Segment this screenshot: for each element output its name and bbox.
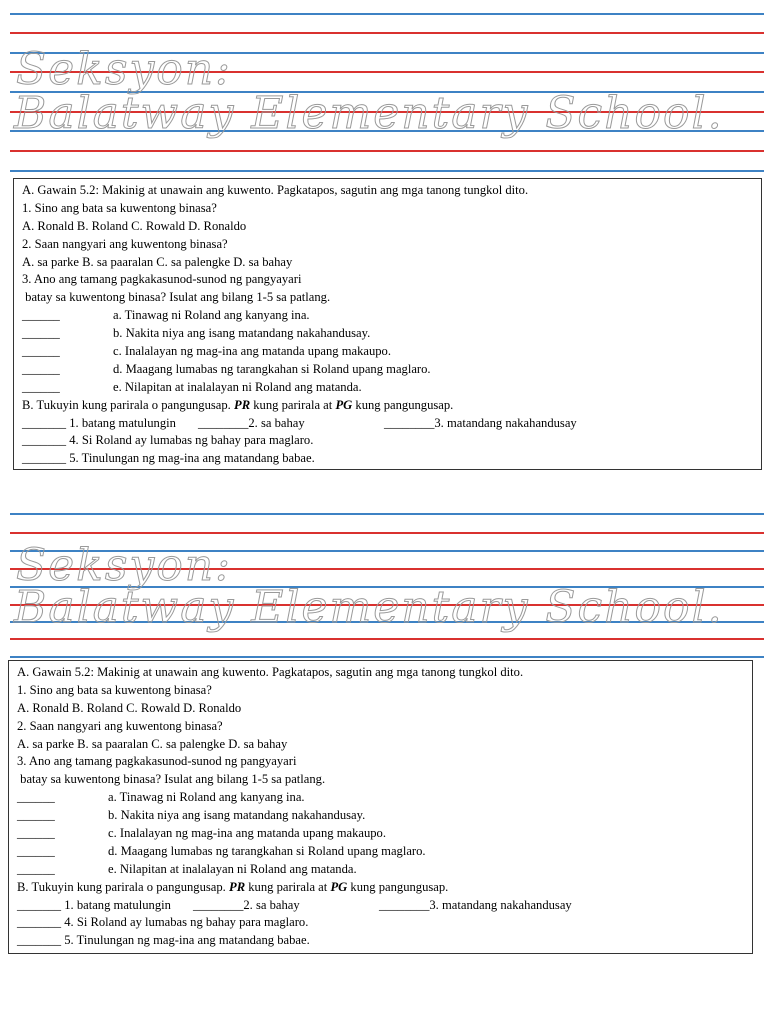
section-b-title-mid: kung parirala at [248, 879, 328, 894]
answer-blank[interactable]: ________ [193, 897, 244, 912]
sequence-item [22, 361, 753, 379]
answer-blank[interactable]: ______ [22, 326, 60, 341]
answer-blank[interactable]: ______ [17, 861, 55, 876]
question-3-line2-text: batay sa kuwentong binasa? Isulat ang bilang 1-5 sa patlang. [20, 772, 326, 787]
answer-blank[interactable]: ______ [22, 379, 60, 394]
answer-blank[interactable]: ________ [384, 415, 435, 430]
sequence-text: d. Maagang lumabas ng tarangkahan si Roland upang maglaro. [108, 843, 426, 858]
answer-blank[interactable]: _______ [17, 933, 62, 948]
question-3-line1: 3. Ano ang tamang pagkakasunod-sunod ng pangyayari [22, 272, 302, 287]
question-3-line2 [22, 289, 753, 307]
section-b-row [17, 897, 744, 915]
sequence-text: a. Tinawag ni Roland ang kanyang ina. [113, 308, 310, 323]
answer-blank[interactable]: _______ [22, 415, 67, 430]
sequence-text: e. Nilapitan at inalalayan ni Roland ang matanda. [108, 861, 357, 876]
sequence-text: d. Maagang lumabas ng tarangkahan si Roland upang maglaro. [113, 361, 431, 376]
question-2: 2. Saan nangyari ang kuwentong binasa? [17, 718, 223, 733]
worksheet-box [8, 660, 753, 954]
question-2: 2. Saan nangyari ang kuwentong binasa? [22, 236, 228, 251]
item-b3: 3. matandang nakahandusay [429, 897, 572, 912]
section-b-title-pre: B. Tukuyin kung parirala o pangungusap. [17, 879, 226, 894]
item-b2: 2. sa bahay [243, 897, 300, 912]
item-b2: 2. sa bahay [248, 415, 305, 430]
answer-blank[interactable]: _______ [17, 897, 62, 912]
trace-text-school: Balatway Elementary School. [14, 88, 724, 139]
pg-abbrev: PG [335, 397, 353, 412]
pr-abbrev: PR [229, 879, 246, 894]
answer-blank[interactable]: ______ [17, 808, 55, 823]
sequence-text: b. Nakita niya ang isang matandang nakahandusay. [108, 808, 366, 823]
sequence-text: c. Inalalayan ng mag-ina ang matanda upang makaupo. [108, 826, 387, 841]
answer-blank[interactable]: _______ [22, 433, 67, 448]
section-b-row [17, 914, 744, 932]
sequence-item [17, 861, 744, 879]
question-2-choices: A. sa parke B. sa paaralan C. sa palengke D. sa bahay [17, 736, 288, 751]
question-3-line2-text: batay sa kuwentong binasa? Isulat ang bilang 1-5 sa patlang. [25, 290, 331, 305]
trace-text-seksyon: Seksyon: [16, 44, 232, 95]
handwriting-lines [0, 500, 768, 665]
pr-abbrev: PR [234, 397, 251, 412]
question-2-choices: A. sa parke B. sa paaralan C. sa palengke D. sa bahay [22, 254, 293, 269]
section-a-title: A. Gawain 5.2: Makinig at unawain ang kuwento. Pagkatapos, sagutin ang mga tanong tungkol dito. [17, 665, 524, 679]
answer-blank[interactable]: _______ [17, 915, 62, 930]
section-b-row [22, 432, 753, 450]
answer-blank[interactable]: ______ [22, 308, 60, 323]
answer-blank[interactable]: ______ [17, 826, 55, 841]
question-1-choices: A. Ronald B. Roland C. Rowald D. Ronaldo [22, 218, 247, 233]
answer-blank[interactable]: _______ [22, 451, 67, 466]
section-b-title-post: kung pangungusap. [355, 397, 454, 412]
sequence-item [22, 343, 753, 361]
item-b1: 1. batang matulungin [64, 897, 171, 912]
section-b-title-pre: B. Tukuyin kung parirala o pangungusap. [22, 397, 231, 412]
item-b5: 5. Tinulungan ng mag-ina ang matandang babae. [69, 451, 315, 466]
trace-text-seksyon: Seksyon: [16, 540, 232, 591]
item-b3: 3. matandang nakahandusay [434, 415, 577, 430]
item-b4: 4. Si Roland ay lumabas ng bahay para maglaro. [69, 433, 314, 448]
answer-blank[interactable]: ________ [198, 415, 249, 430]
answer-blank[interactable]: ______ [22, 361, 60, 376]
question-1: 1. Sino ang bata sa kuwentong binasa? [17, 682, 212, 697]
trace-text-school: Balatway Elementary School. [14, 582, 724, 633]
sequence-item [17, 843, 744, 861]
answer-blank[interactable]: ______ [17, 790, 55, 805]
sequence-item [22, 325, 753, 343]
section-b-title-post: kung pangungusap. [350, 879, 449, 894]
pg-abbrev: PG [330, 879, 348, 894]
sequence-item [22, 379, 753, 397]
section-b-title [22, 397, 753, 415]
item-b5: 5. Tinulungan ng mag-ina ang matandang babae. [64, 933, 310, 948]
section-b-row [22, 415, 753, 433]
sequence-text: c. Inalalayan ng mag-ina ang matanda upang makaupo. [113, 344, 392, 359]
item-b4: 4. Si Roland ay lumabas ng bahay para maglaro. [64, 915, 309, 930]
answer-blank[interactable]: ______ [17, 843, 55, 858]
sequence-item [17, 789, 744, 807]
section-b-row [17, 932, 744, 950]
section-b-row [22, 450, 753, 468]
item-b1: 1. batang matulungin [69, 415, 176, 430]
section-a-title: A. Gawain 5.2: Makinig at unawain ang kuwento. Pagkatapos, sagutin ang mga tanong tungkol dito. [22, 183, 529, 197]
worksheet-box [13, 178, 762, 470]
sequence-text: e. Nilapitan at inalalayan ni Roland ang matanda. [113, 379, 362, 394]
section-b-title-mid: kung parirala at [253, 397, 333, 412]
answer-blank[interactable]: ________ [379, 897, 430, 912]
answer-blank[interactable]: ______ [22, 344, 60, 359]
section-b-title [17, 879, 744, 897]
sequence-item [17, 825, 744, 843]
handwriting-lines [0, 0, 768, 165]
question-1: 1. Sino ang bata sa kuwentong binasa? [22, 200, 217, 215]
question-3-line1: 3. Ano ang tamang pagkakasunod-sunod ng pangyayari [17, 754, 297, 769]
question-3-line2 [17, 771, 744, 789]
sequence-text: a. Tinawag ni Roland ang kanyang ina. [108, 790, 305, 805]
sequence-item [17, 807, 744, 825]
sequence-text: b. Nakita niya ang isang matandang nakahandusay. [113, 326, 371, 341]
question-1-choices: A. Ronald B. Roland C. Rowald D. Ronaldo [17, 700, 242, 715]
sequence-item [22, 307, 753, 325]
